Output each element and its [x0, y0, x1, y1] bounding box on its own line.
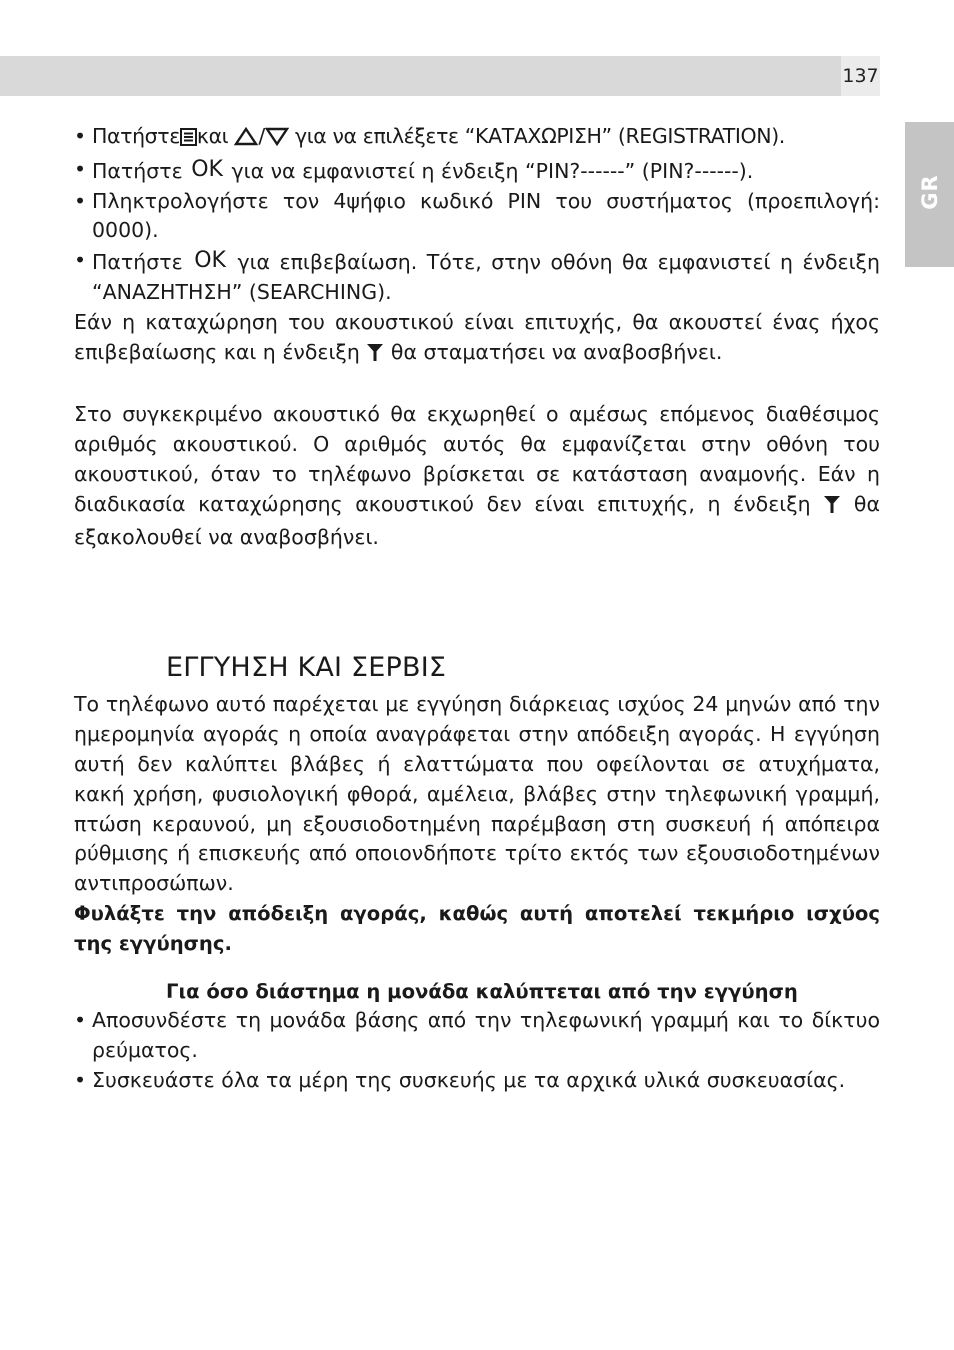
registration-success-text: Εάν η καταχώρηση του ακουστικού είναι επιτυχής, θα ακουστεί ένας ήχος επιβεβαίωσης και η ένδειξη θα σταματήσει να αναβοσβήνει. [74, 308, 880, 371]
list-item: • Αποσυνδέστε τη μονάδα βάσης από την τηλεφωνική γραμμή και το δίκτυο ρεύματος. [74, 1006, 880, 1066]
triangle-down-icon [265, 125, 289, 155]
page-number: 137 [841, 56, 880, 96]
warranty-subtitle: Για όσο διάστημα η μονάδα καλύπτεται από την εγγύηση [166, 979, 798, 1003]
warranty-note: Φυλάξτε την απόδειξη αγοράς, καθώς αυτή αποτελεί τεκμήριο ισχύος της εγγύησης. [74, 901, 880, 955]
handset-number-text: Στο συγκεκριμένο ακουστικό θα εκχωρηθεί ο αμέσως επόμενος διαθέσιμος αριθμός ακουστικού. Ο αριθμός αυτός θα εμφανίζεται στην οθόνη του ακουστικού, όταν το τηλέφωνο βρίσκεται σε κατάσταση αναμονής. Εάν η διαδικασία καταχώρησης ακουστικού δεν είναι επιτυχής, η ένδειξη θα εξακολουθεί να αναβοσβήνει. [74, 402, 880, 549]
antenna-icon [366, 341, 384, 371]
antenna-icon [823, 493, 841, 523]
language-tab [905, 122, 954, 267]
menu-list-icon [180, 125, 197, 155]
ok-key-icon: OK [191, 156, 223, 182]
header-band [0, 56, 880, 96]
list-item: • Πατήστε OK για επιβεβαίωση. Τότε, στην οθόνη θα εμφανιστεί η ένδειξη “ΑΝΑΖΗΤΗΣΗ” (SEARCHING). [74, 246, 880, 308]
list-item: • Πληκτρολογήστε τον 4ψήφιο κωδικό PIN του συστήματος (προεπιλογή: 0000). [74, 187, 880, 247]
list-item: • Συσκευάστε όλα τα μέρη της συσκευής με τα αρχικά υλικά συσκευασίας. [74, 1066, 880, 1096]
triangle-up-icon [234, 125, 258, 155]
registration-steps [74, 122, 880, 308]
page-content [74, 122, 880, 1096]
ok-key-icon: OK [194, 248, 226, 274]
language-tab-label: GR [917, 174, 942, 210]
warranty-paragraph: Το τηλέφωνο αυτό παρέχεται με εγγύηση διάρκειας ισχύος 24 μηνών από την ημερομηνία αγοράς η οποία αναγράφεται στην απόδειξη αγοράς. Η εγγύηση αυτή δεν καλύπτει βλάβες ή ελαττώματα που οφείλονται σε ατυχήματα, κακή χρήση, φυσιολογική φθορά, αμέλεια, βλάβες στην τηλεφωνική γραμμή, πτώση κεραυνού, μη εξουσιοδοτημένη παρέμβαση στη συσκευή ή απόπειρα ρύθμισης ή επισκευής από οποιονδήποτε τρίτο εκτός των εξουσιοδοτημένων αντιπροσώπων. [74, 692, 880, 896]
list-item: • Πατήστε OK για να εμφανιστεί η ένδειξη “PIN?------” (PIN?------). [74, 155, 880, 187]
section-title: ΕΓΓΥΗΣΗ ΚΑΙ ΣΕΡΒΙΣ [166, 652, 447, 684]
list-item: • Πατήστε και / για να επιλέξετε “ΚΑΤΑΧΩΡΙΣΗ” (REGISTRATION). [74, 122, 880, 155]
warranty-steps [74, 1006, 880, 1095]
